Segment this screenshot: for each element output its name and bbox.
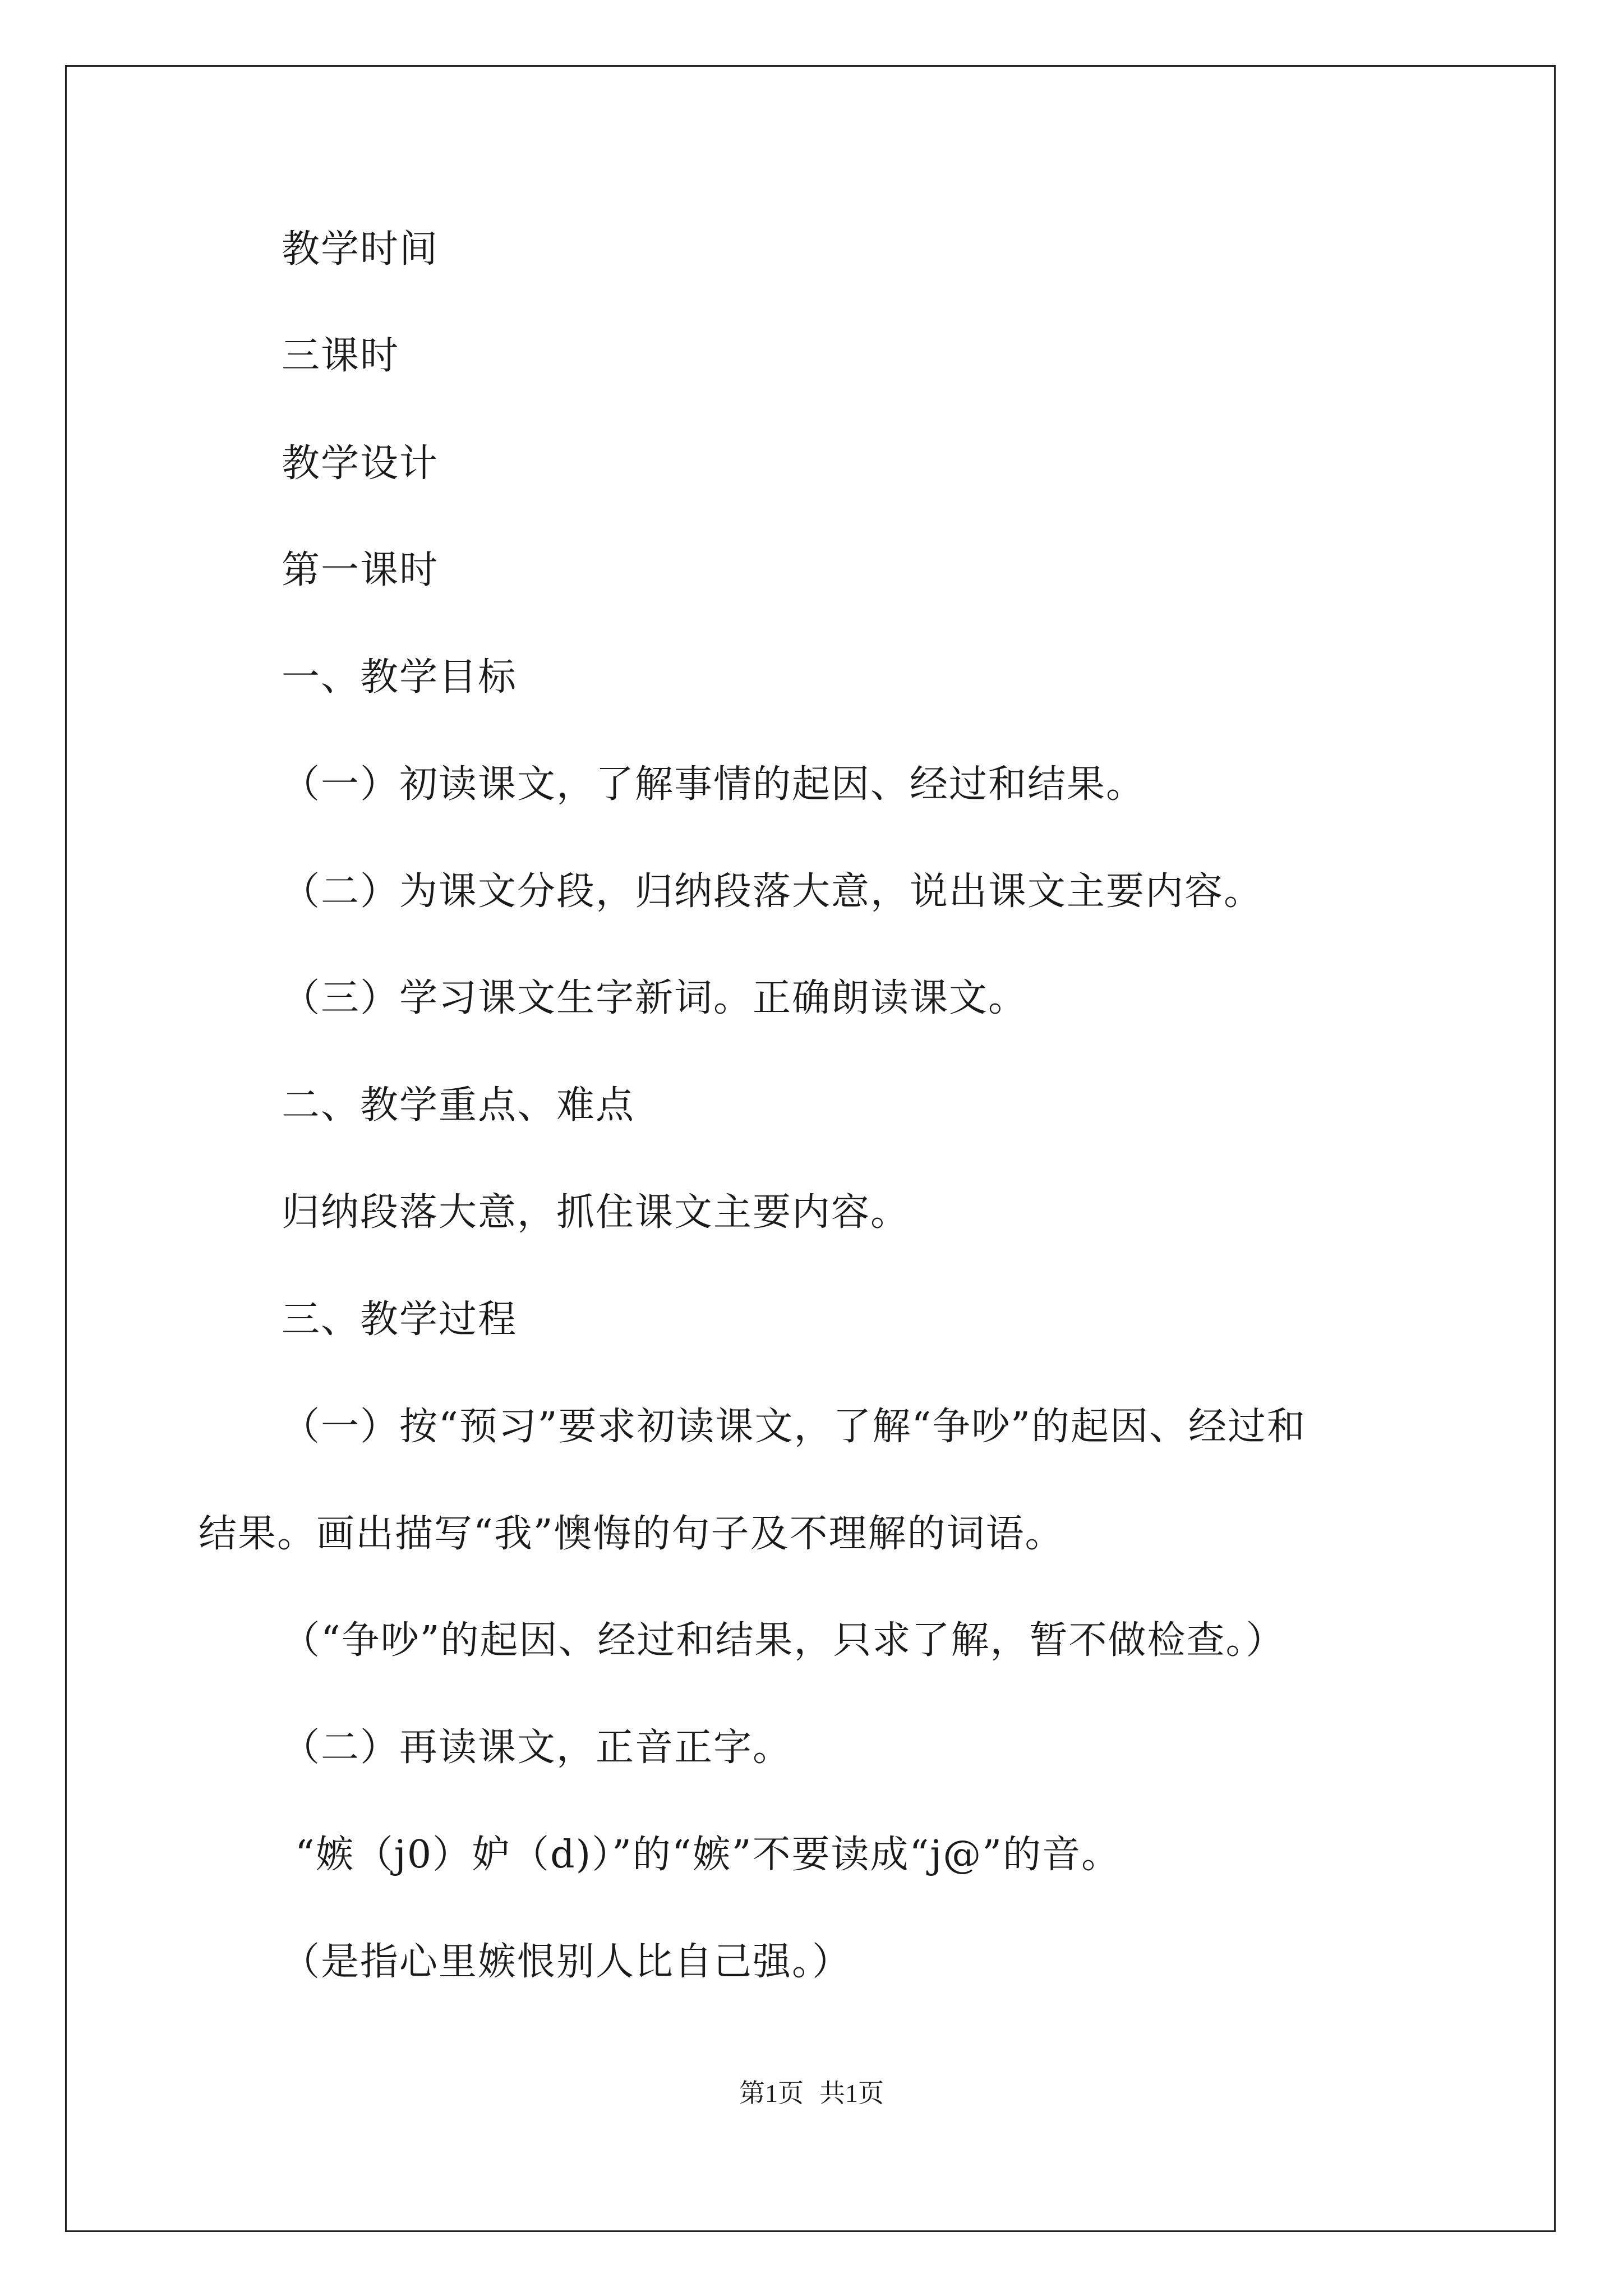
- heading-teaching-process: 三、教学过程: [282, 1297, 518, 1342]
- goal-item-2: （二）为课文分段，归纳段落大意，说出课文主要内容。: [282, 869, 1264, 914]
- process-item-1-continued: 结果。画出描写“我”懊悔的句子及不理解的词语。: [199, 1512, 1064, 1556]
- process-item-1: （一）按“预习”要求初读课文，了解“争吵”的起因、经过和: [282, 1405, 1307, 1449]
- process-item-2: （二）再读课文，正音正字。: [282, 1726, 792, 1770]
- heading-teaching-design: 教学设计: [282, 441, 439, 486]
- heading-first-lesson: 第一课时: [282, 548, 439, 592]
- text-class-hours: 三课时: [282, 334, 400, 378]
- page-number: 第1页: [739, 2079, 804, 2108]
- heading-teaching-goals: 一、教学目标: [282, 655, 518, 700]
- goal-item-3: （三）学习课文生字新词。正确朗读课文。: [282, 976, 1028, 1020]
- heading-key-points: 二、教学重点、难点: [282, 1083, 635, 1128]
- page-total: 共1页: [819, 2079, 884, 2108]
- process-note: （“争吵”的起因、经过和结果，只求了解，暂不做检查。）: [282, 1618, 1285, 1663]
- page-border: [65, 65, 1556, 2232]
- goal-item-1: （一）初读课文，了解事情的起因、经过和结果。: [282, 762, 1146, 807]
- definition-note: （是指心里嫉恨别人比自己强。）: [282, 1940, 852, 1984]
- key-points-text: 归纳段落大意，抓住课文主要内容。: [282, 1190, 910, 1235]
- page-footer: [0, 2077, 1623, 2110]
- pronunciation-note: “嫉（j0）妒（d)）”的“嫉”不要读成“j@”的音。: [295, 1833, 1121, 1877]
- heading-teaching-time: 教学时间: [282, 227, 439, 272]
